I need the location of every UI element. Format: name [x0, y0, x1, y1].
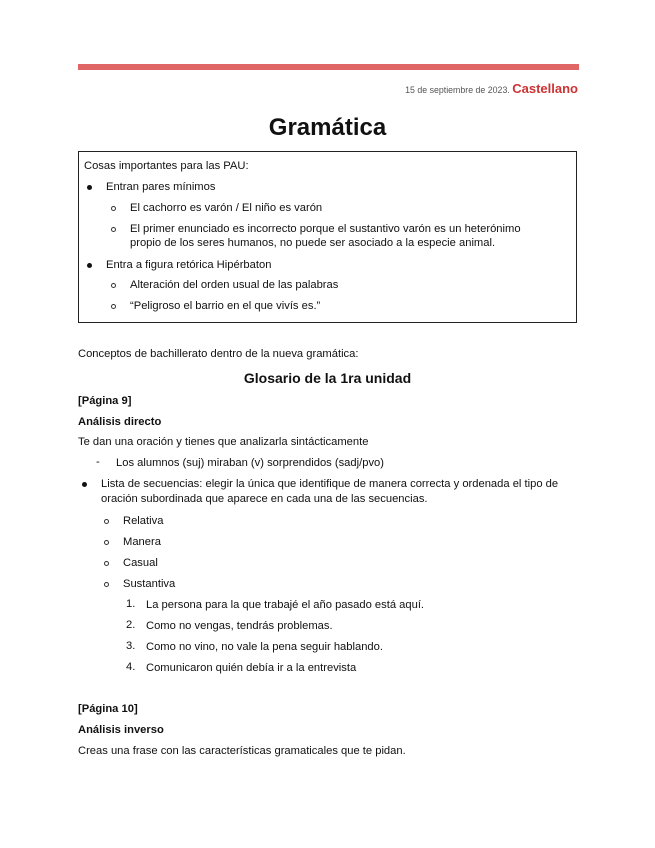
direct-analysis-heading: Análisis directo: [78, 416, 162, 428]
box-bullet-1: Entran pares mínimos: [106, 181, 216, 193]
inverse-analysis-heading: Análisis inverso: [78, 724, 164, 736]
bullet-ring-icon: [104, 561, 109, 566]
numbered-item-text: Como no vino, no vale la pena seguir hablando.: [146, 641, 383, 653]
bullet-ring-icon: [104, 582, 109, 587]
type-item: Sustantiva: [123, 578, 176, 590]
bullet-dot-icon: [82, 482, 87, 487]
numbered-item-number: 4.: [126, 661, 136, 673]
dash-bullet-icon: -: [96, 456, 100, 468]
bullet-ring-icon: [111, 227, 116, 232]
page-10-ref: [Página 10]: [78, 703, 138, 715]
box-bullet-1-sub-2-line-1: El primer enunciado es incorrecto porque el sustantivo varón es un heterónimo: [130, 223, 521, 235]
type-item: Casual: [123, 557, 158, 569]
glossary-title: Glosario de la 1ra unidad: [243, 370, 412, 386]
box-bullet-1-sub-2-line-2: propio de los seres humanos, no puede ser asociado a la especie animal.: [130, 237, 496, 249]
header-accent-bar: [78, 64, 579, 70]
box-bullet-1-sub-1: El cachorro es varón / El niño es varón: [130, 202, 323, 214]
type-item: Manera: [123, 536, 161, 548]
box-bullet-2-sub-2: “Peligroso el barrio en el que vivís es.”: [130, 300, 321, 312]
example-sentence: Los alumnos (suj) miraban (v) sorprendidos (sadj/pvo): [116, 457, 384, 469]
box-intro: Cosas importantes para las PAU:: [84, 160, 249, 172]
bullet-ring-icon: [111, 304, 116, 309]
important-notes-box: [78, 151, 577, 323]
numbered-item-text: La persona para la que trabajé el año pasado está aquí.: [146, 599, 425, 611]
bullet-ring-icon: [111, 206, 116, 211]
page-title: Gramática: [268, 114, 387, 141]
sequences-line-1: Lista de secuencias: elegir la única que identifique de manera correcta y ordenada el tipo de: [101, 478, 559, 490]
concepts-intro: Conceptos de bachillerato dentro de la nueva gramática:: [78, 348, 359, 360]
numbered-item-text: Como no vengas, tendrás problemas.: [146, 620, 333, 632]
numbered-item-text: Comunicaron quién debía ir a la entrevista: [146, 662, 357, 674]
direct-analysis-desc: Te dan una oración y tienes que analizarla sintácticamente: [78, 436, 369, 448]
bullet-dot-icon: [87, 263, 92, 268]
type-item: Relativa: [123, 515, 164, 527]
date-text: 15 de septiembre de 2023.: [405, 85, 510, 95]
bullet-ring-icon: [104, 519, 109, 524]
inverse-analysis-desc: Creas una frase con las características gramaticales que te pidan.: [78, 745, 406, 757]
date-line: [405, 81, 578, 96]
box-bullet-2: Entra a figura retórica Hipérbaton: [106, 259, 272, 271]
page-9-ref: [Página 9]: [78, 395, 132, 407]
bullet-ring-icon: [111, 283, 116, 288]
sequences-line-2: oración subordinada que aparece en cada una de las secuencias.: [101, 493, 428, 505]
box-bullet-2-sub-1: Alteración del orden usual de las palabras: [130, 279, 339, 291]
numbered-item-number: 2.: [126, 619, 136, 631]
subject-label: Castellano: [512, 81, 578, 96]
bullet-ring-icon: [104, 540, 109, 545]
numbered-item-number: 3.: [126, 640, 136, 652]
bullet-dot-icon: [87, 185, 92, 190]
numbered-item-number: 1.: [126, 598, 136, 610]
